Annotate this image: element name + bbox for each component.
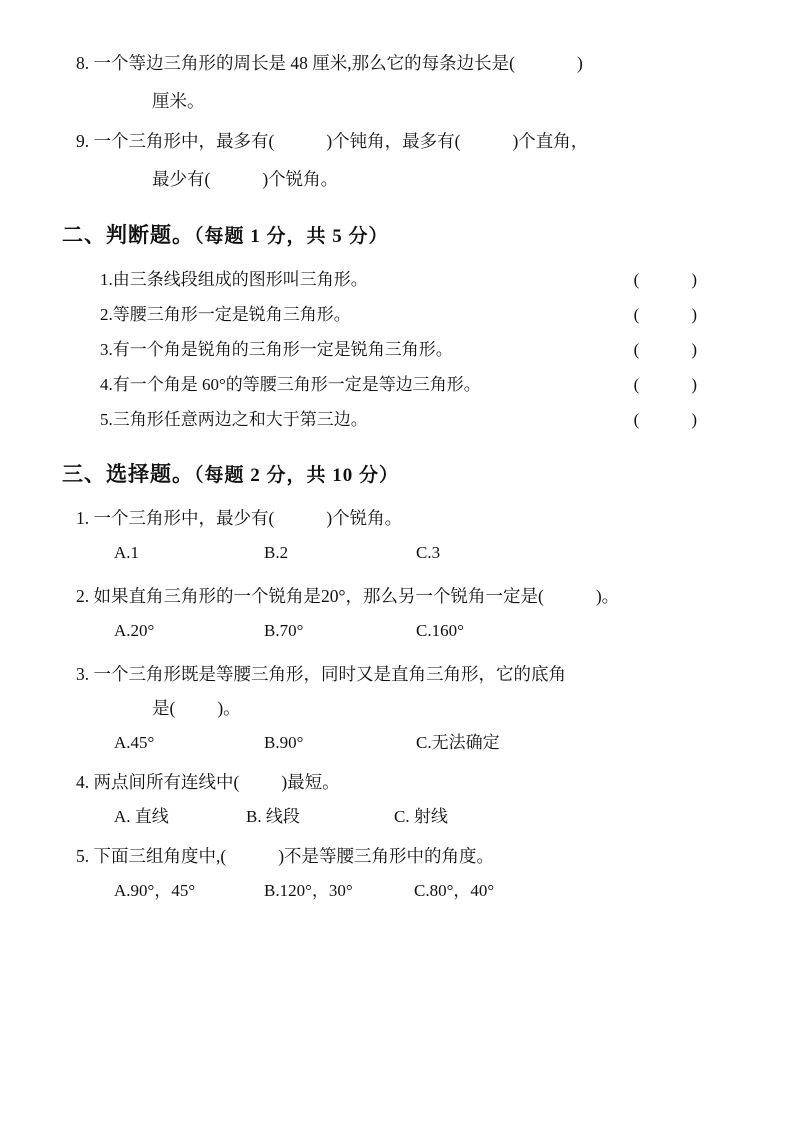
choice-2-stem: 如果直角三角形的一个锐角是20°，那么另一个锐角一定是( [93, 586, 544, 606]
choice-question-5 [76, 839, 731, 873]
judge-item-number: 4. [100, 375, 113, 394]
choice-4-number: 4. [76, 772, 90, 792]
question-8-number: 8. [76, 53, 90, 73]
choice-1-option-b[interactable]: B.2 [264, 543, 289, 562]
section-two-score: （每题 1 分，共 5 分） [194, 226, 389, 247]
judge-item-number: 5. [100, 410, 113, 429]
judge-answer-box[interactable]: ( ) [633, 410, 697, 429]
question-9-number: 9. [76, 131, 90, 151]
judge-item [100, 402, 731, 437]
choice-1-option-c[interactable]: C.3 [416, 543, 441, 562]
choice-3-option-b[interactable]: B.90° [264, 733, 304, 752]
choice-question-3 [76, 657, 731, 725]
choice-3-option-c[interactable]: C.无法确定 [416, 733, 500, 752]
choice-5-stem: 下面三组角度中,( [93, 846, 227, 866]
judge-item-number: 1. [100, 270, 113, 289]
question-8-text-a: 一个等边三角形的周长是 48 厘米,那么它的每条边长是( [93, 53, 515, 73]
judge-item-number: 2. [100, 305, 113, 324]
judge-answer-box[interactable]: ( ) [633, 340, 697, 359]
section-two-title: 二、判断题。 [62, 223, 194, 247]
choice-4-stem-end: )最短。 [281, 772, 340, 792]
judge-item [100, 297, 731, 332]
section-three-score: （每题 2 分，共 10 分） [194, 465, 400, 486]
judge-item-text: 有一个角是 60°的等腰三角形一定是等边三角形。 [112, 375, 481, 394]
judge-answer-box[interactable]: ( ) [633, 375, 697, 394]
choice-1-stem-end: )个锐角。 [326, 508, 403, 528]
choice-1-stem: 一个三角形中，最少有( [93, 508, 275, 528]
question-8-text-b: ) [576, 53, 583, 73]
question-9-line2 [152, 160, 731, 198]
choice-4-option-c[interactable]: C. 射线 [394, 807, 448, 826]
choice-5-option-c[interactable]: C.80°，40° [414, 881, 495, 900]
question-8 [76, 44, 731, 120]
choice-1-options [114, 537, 731, 569]
question-9 [76, 122, 731, 198]
choice-3-stem-line2-b: )。 [217, 698, 241, 718]
question-9-text-b: )个钝角，最多有( [326, 131, 461, 151]
choice-question-1 [76, 501, 731, 535]
judge-item [100, 332, 731, 367]
choice-5-option-a[interactable]: A.90°，45° [114, 881, 196, 900]
question-9-text-e: )个锐角。 [262, 169, 339, 189]
choice-2-number: 2. [76, 586, 90, 606]
judge-item-text: 由三条线段组成的图形叫三角形。 [112, 270, 368, 289]
choice-question-4 [76, 765, 731, 799]
section-three-heading [62, 459, 731, 491]
choice-3-stem-line2 [152, 691, 731, 725]
section-three-title: 三、选择题。 [62, 462, 194, 486]
choice-3-stem: 一个三角形既是等腰三角形，同时又是直角三角形，它的底角 [93, 664, 566, 684]
choice-3-stem-line2-a: 是( [152, 698, 176, 718]
choice-1-number: 1. [76, 508, 90, 528]
choice-3-number: 3. [76, 664, 90, 684]
choice-4-stem: 两点间所有连线中( [93, 772, 240, 792]
judge-item-number: 3. [100, 340, 113, 359]
question-9-text-c: )个直角， [512, 131, 589, 151]
choice-5-options [114, 875, 731, 907]
choice-2-option-c[interactable]: C.160° [416, 621, 464, 640]
choice-2-options [114, 615, 731, 647]
choice-3-options [114, 727, 731, 759]
choice-4-options [114, 801, 731, 833]
choice-5-stem-end: )不是等腰三角形中的角度。 [278, 846, 495, 866]
choice-2-stem-end: )。 [595, 586, 620, 606]
judge-item-text: 等腰三角形一定是锐角三角形。 [112, 305, 351, 324]
choice-3-option-a[interactable]: A.45° [114, 733, 155, 752]
judge-item [100, 367, 731, 402]
question-8-line2: 厘米。 [152, 91, 205, 111]
choice-1-option-a[interactable]: A.1 [114, 543, 140, 562]
judge-item-text: 有一个角是锐角的三角形一定是锐角三角形。 [112, 340, 453, 359]
choice-5-number: 5. [76, 846, 90, 866]
choice-4-option-b[interactable]: B. 线段 [246, 807, 300, 826]
question-9-text-a: 一个三角形中，最多有( [93, 131, 275, 151]
choice-2-option-a[interactable]: A.20° [114, 621, 155, 640]
choice-question-2 [76, 579, 731, 613]
choice-4-option-a[interactable]: A. 直线 [114, 807, 169, 826]
judge-answer-box[interactable]: ( ) [633, 305, 697, 324]
section-two-heading [62, 220, 731, 252]
judge-answer-box[interactable]: ( ) [633, 270, 697, 289]
judge-item-text: 三角形任意两边之和大于第三边。 [112, 410, 368, 429]
question-9-text-d: 最少有( [152, 169, 211, 189]
choice-5-option-b[interactable]: B.120°，30° [264, 881, 353, 900]
choice-2-option-b[interactable]: B.70° [264, 621, 304, 640]
judge-item [100, 262, 731, 297]
